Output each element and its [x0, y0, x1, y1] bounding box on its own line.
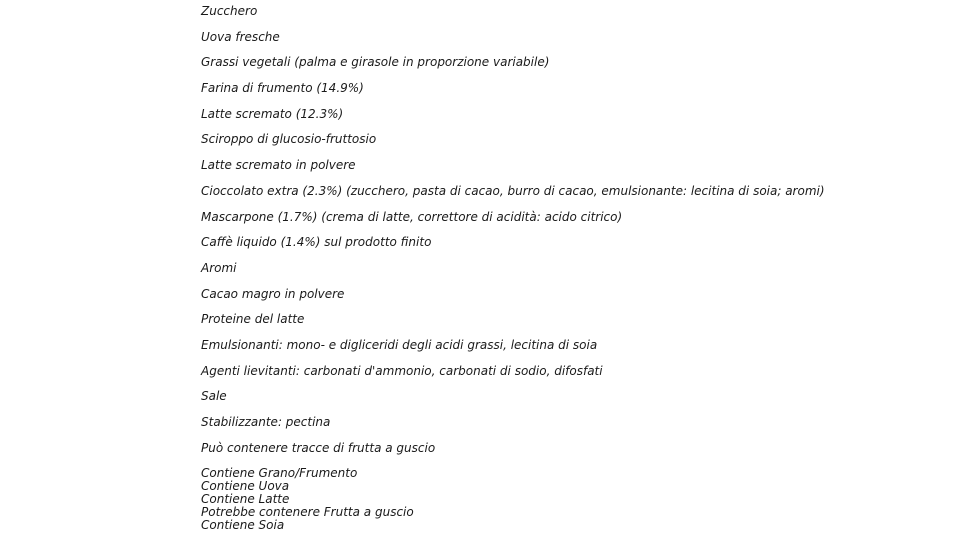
ingredient-item: Farina di frumento (14.9%)	[201, 81, 364, 96]
ingredient-item: Caffè liquido (1.4%) sul prodotto finito	[201, 235, 432, 250]
ingredient-item: Cacao magro in polvere	[201, 286, 345, 301]
ingredient-item: Sale	[201, 389, 227, 404]
ingredient-list	[201, 4, 901, 532]
ingredient-item: Stabilizzante: pectina	[201, 415, 331, 429]
allergen-item: Contiene Latte	[201, 492, 290, 507]
ingredient-item: Agenti lievitanti: carbonati d'ammonio, carbonati di sodio, difosfati	[201, 363, 603, 378]
ingredient-item: Può contenere tracce di frutta a guscio	[201, 440, 436, 455]
allergen-item: Potrebbe contenere Frutta a guscio	[201, 505, 414, 520]
allergen-item: Contiene Uova	[201, 479, 290, 494]
ingredient-item: Emulsionanti: mono- e digliceridi degli acidi grassi, lecitina di soia	[201, 337, 598, 352]
allergen-item: Contiene Soia	[201, 518, 285, 533]
ingredient-item: Grassi vegetali (palma e girasole in proporzione variabile)	[201, 55, 550, 70]
allergen-block	[201, 467, 901, 532]
ingredient-item: Mascarpone (1.7%) (crema di latte, correttore di acidità: acido citrico)	[201, 209, 623, 224]
ingredient-item: Cioccolato extra (2.3%) (zucchero, pasta di cacao, burro di cacao, emulsionante: lecitina di soia; aromi)	[201, 183, 825, 198]
ingredient-item: Latte scremato (12.3%)	[201, 106, 344, 121]
ingredient-item: Uova fresche	[201, 29, 280, 44]
ingredient-item: Sciroppo di glucosio-fruttosio	[201, 132, 377, 147]
ingredient-item: Zucchero	[201, 4, 258, 18]
ingredient-item: Proteine del latte	[201, 312, 305, 327]
ingredient-item: Latte scremato in polvere	[201, 158, 356, 173]
ingredient-item: Aromi	[201, 260, 237, 275]
allergen-item: Contiene Grano/Frumento	[201, 466, 358, 481]
